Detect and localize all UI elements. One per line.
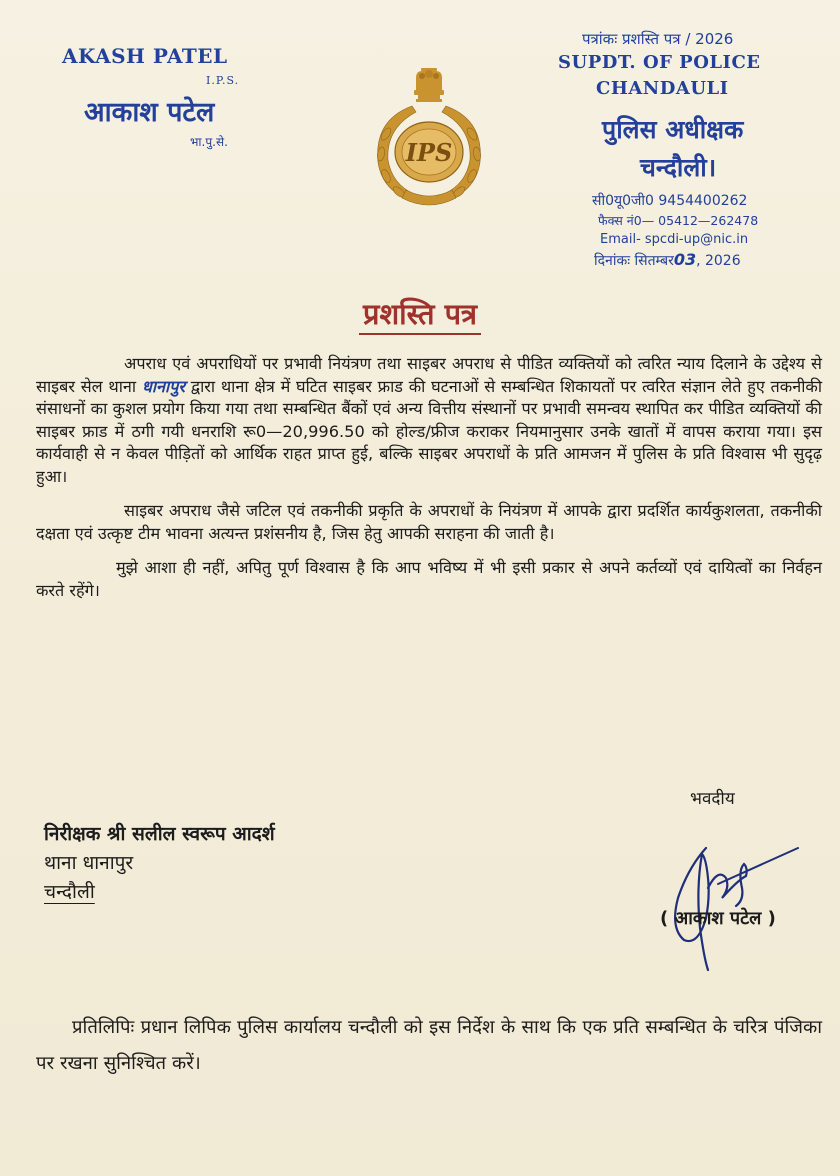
cug-number: सी0यू0जी0 9454400262 xyxy=(592,193,748,209)
officer-name-english: AKASH PATEL xyxy=(62,44,228,68)
reference-number xyxy=(582,29,733,49)
copy-to-text: प्रतिलिपिः प्रधान लिपिक पुलिस कार्यालय चन्दौली को इस निर्देश के साथ कि एक प्रति सम्बन्धित के चरित्र पंजिका पर रखना सुनिश्चित करें। xyxy=(36,1017,822,1074)
fax-number: फैक्स नं0— 05412—262478 xyxy=(598,213,759,228)
reference-label: पत्रांकः प्रशस्ति पत्र xyxy=(582,30,681,48)
body-paragraph-1 xyxy=(36,353,822,488)
closing-salutation: भवदीय xyxy=(690,789,735,809)
station-name-handwritten: धानापुर xyxy=(141,376,185,396)
issue-date xyxy=(594,250,741,270)
signature-icon xyxy=(648,828,818,980)
designation-english-line2: CHANDAULI xyxy=(596,78,729,99)
body-paragraph-2: साइबर अपराध जैसे जटिल एवं तकनीकी प्रकृति के अपराधों के नियंत्रण में आपके द्वारा प्रदर्शित कार्यकुशलता, तकनीकी दक्षता एवं उत्कृष्ट टीम भावना अत्यन्त प्रशंसनीय है, जिस हेतु आपकी सराहना की जाती है। xyxy=(36,501,822,543)
letter-body xyxy=(36,353,822,602)
recipient-name: निरीक्षक श्री सलील स्वरूप आदर्श xyxy=(44,823,275,845)
reference-value: / 2026 xyxy=(685,30,734,48)
designation-hindi-line1: पुलिस अधीक्षक xyxy=(602,115,744,144)
date-day-handwritten: 03 xyxy=(673,250,697,269)
document-title xyxy=(0,294,840,333)
date-year: , 2026 xyxy=(696,253,741,269)
recipient-block xyxy=(44,820,275,907)
signatory-name: ( आकाश पटेल ) xyxy=(660,908,776,929)
date-label: दिनांकः सितम्बर xyxy=(594,253,674,269)
ips-emblem-icon xyxy=(364,64,494,214)
recipient-station: थाना धानापुर xyxy=(44,852,134,874)
body-paragraph-1-part1: अपराध एवं अपराधियों पर प्रभावी नियंत्रण तथा साइबर अपराध से पीडित व्यक्तियों को त्वरित न्याय दिलाने के उद्देश्य से साइबर सेल थाना xyxy=(36,354,822,396)
officer-service-english: I.P.S. xyxy=(206,74,240,87)
emblem-monogram: IPS xyxy=(405,138,453,167)
officer-name-hindi: आकाश पटेल xyxy=(84,97,215,128)
recipient-district: चन्दौली xyxy=(44,881,95,903)
designation-hindi-line2: चन्दौली। xyxy=(640,153,717,182)
officer-service-hindi: भा.पु.से. xyxy=(190,135,228,149)
body-paragraph-1-part2: द्वारा थाना क्षेत्र में घटित साइबर फ्राड की घटनाओं से सम्बन्धित शिकायतों पर त्वरित संज्ञान लेते हुए तकनीकी संसाधनों का कुशल प्रयोग किया गया तथा सम्बन्धित बैंकों एवं अन्य वित्तीय संस्थानों पर प्रभावी समन्वय स्थापित कर पीडित व्यक्तियों की साइबर फ्राड में ठगी गयी धनराशि रू0—20,996.50 को होल्ड/फ्रीज कराकर नियमानुसार उनके खातों में वापस कराया गया। इस कार्यवाही से न केवल पीड़ितों को आर्थिक राहत प्राप्त हुई, बल्कि साइबर अपराधों के प्रति आमजन में पुलिस के प्रति विश्वास भी सुदृढ़ हुआ। xyxy=(36,376,823,486)
email-address: Email- spcdi-up@nic.in xyxy=(600,232,749,247)
copy-to-note xyxy=(36,1010,822,1082)
document-title-text: प्रशस्ति पत्र xyxy=(359,297,481,335)
body-paragraph-3: मुझे आशा ही नहीं, अपितु पूर्ण विश्वास है कि आप भविष्य में भी इसी प्रकार से अपने कर्तव्यों एवं दायित्वों का निर्वहन करते रहेंगे। xyxy=(36,558,822,600)
designation-english-line1: SUPDT. OF POLICE xyxy=(558,52,761,73)
